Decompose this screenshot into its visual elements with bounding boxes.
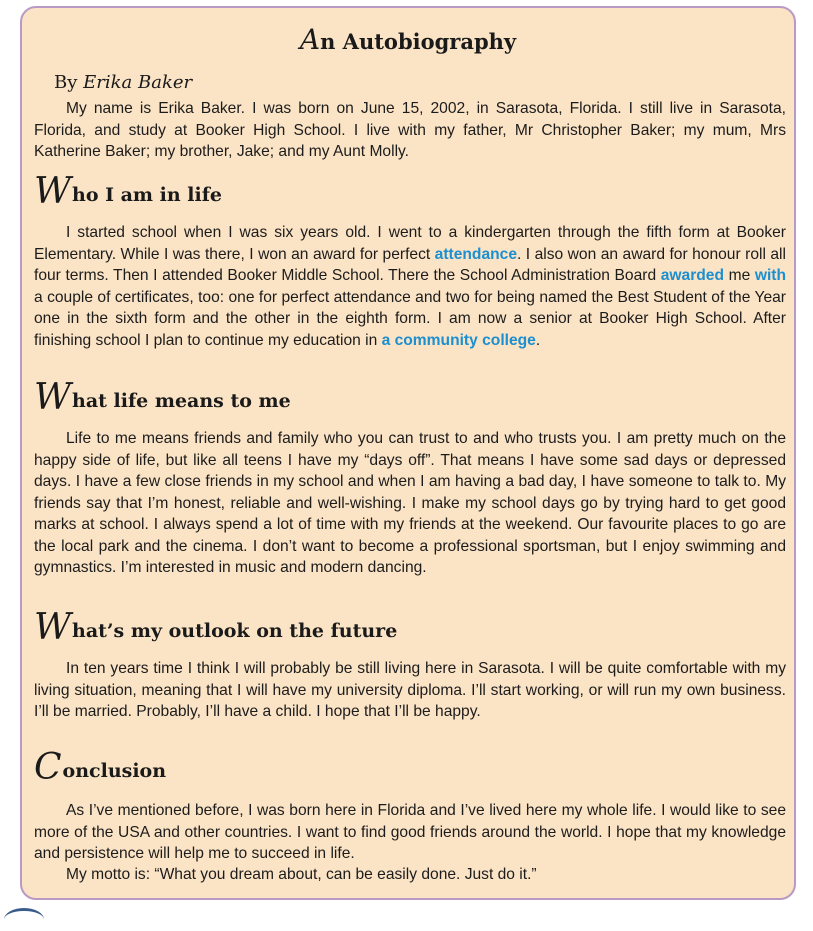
- section-drop-letter: C: [34, 747, 62, 788]
- section-heading-who-i-am: [34, 171, 222, 212]
- text-run: . I also won an award for honour roll all four terms. Then I attended Booker Middle School. There the School Administration Board: [34, 245, 786, 284]
- section-paragraph-who-i-am: [34, 222, 786, 351]
- title-text: n Autobiography: [320, 29, 517, 54]
- text-run: me: [724, 267, 755, 284]
- section-heading-text: onclusion: [62, 760, 167, 782]
- section-heading-text: ho I am in life: [72, 184, 222, 206]
- section-heading-conclusion: [34, 747, 167, 788]
- title-drop-letter: A: [299, 23, 321, 56]
- byline-prefix: By: [54, 72, 84, 93]
- page-title: [22, 23, 794, 56]
- highlighted-term: a community college: [381, 331, 536, 349]
- highlighted-term: with: [754, 267, 787, 284]
- section-heading-text: hat’s my outlook on the future: [72, 620, 398, 642]
- highlighted-term: attendance: [434, 245, 517, 263]
- text-run: I started school when I was six years old. I went to a kindergarten through the fifth form at Booker Elementary. While I was there, I won an award for perfect: [34, 224, 786, 263]
- section-heading-text: hat life means to me: [72, 390, 291, 412]
- byline: [54, 72, 192, 93]
- page-corner-decoration: [4, 908, 44, 931]
- section-drop-letter: W: [34, 607, 72, 648]
- author-name: Erika Baker: [83, 72, 193, 93]
- section-heading-what-life-means: [34, 377, 291, 418]
- intro-paragraph: My name is Erika Baker. I was born on June 15, 2002, in Sarasota, Florida. I still live in Sarasota, Florida, and study at Booker High School. I live with my father, Mr Christopher Baker; my mum, Mrs Katherine Baker; my brother, Jake; and my Aunt Molly.: [34, 100, 786, 160]
- text-run: a couple of certificates, too: one for perfect attendance and two for being named the Best Student of the Year one in the sixth form and the other in the eighth form. I am now a senior at Booker High School. After finishing school I plan to continue my education in: [34, 288, 786, 349]
- text-run: .: [535, 331, 541, 349]
- highlighted-term: awarded: [660, 267, 724, 284]
- section-paragraph-what-life-means: Life to me means friends and family who you can trust to and who trusts you. I am pretty much on the happy side of life, but like all teens I have my “days off”. That means I have some sad days or depressed days. I have a few close friends in my school and when I am having a bad day, I have someone to talk to. My friends say that I’m honest, reliable and well-wishing. I make my school days go by trying hard to get good marks at school. I always spend a lot of time with my friends at the weekend. Our favourite places to go are the local park and the cinema. I don’t want to become a professional sportsman, but I enjoy swimming and gymnastics. I’m interested in music and modern dancing.: [34, 430, 786, 576]
- section-drop-letter: W: [34, 171, 72, 212]
- section-drop-letter: W: [34, 377, 72, 418]
- autobiography-card: [20, 6, 796, 900]
- section-heading-outlook: [34, 607, 398, 648]
- section-paragraph-conclusion: As I’ve mentioned before, I was born here in Florida and I’ve lived here my whole life. I would like to see more of the USA and other countries. I want to find good friends around the world. I hope that my knowledge and persistence will help me to succeed in life.: [34, 802, 786, 862]
- section-paragraph-outlook: In ten years time I think I will probably be still living here in Sarasota. I will be quite comfortable with my living situation, meaning that I will have my university diploma. I’ll start working, or will run my own business. I’ll be married. Probably, I’ll have a child. I hope that I’ll be happy.: [34, 660, 786, 720]
- motto-line: My motto is: “What you dream about, can be easily done. Just do it.”: [66, 866, 537, 883]
